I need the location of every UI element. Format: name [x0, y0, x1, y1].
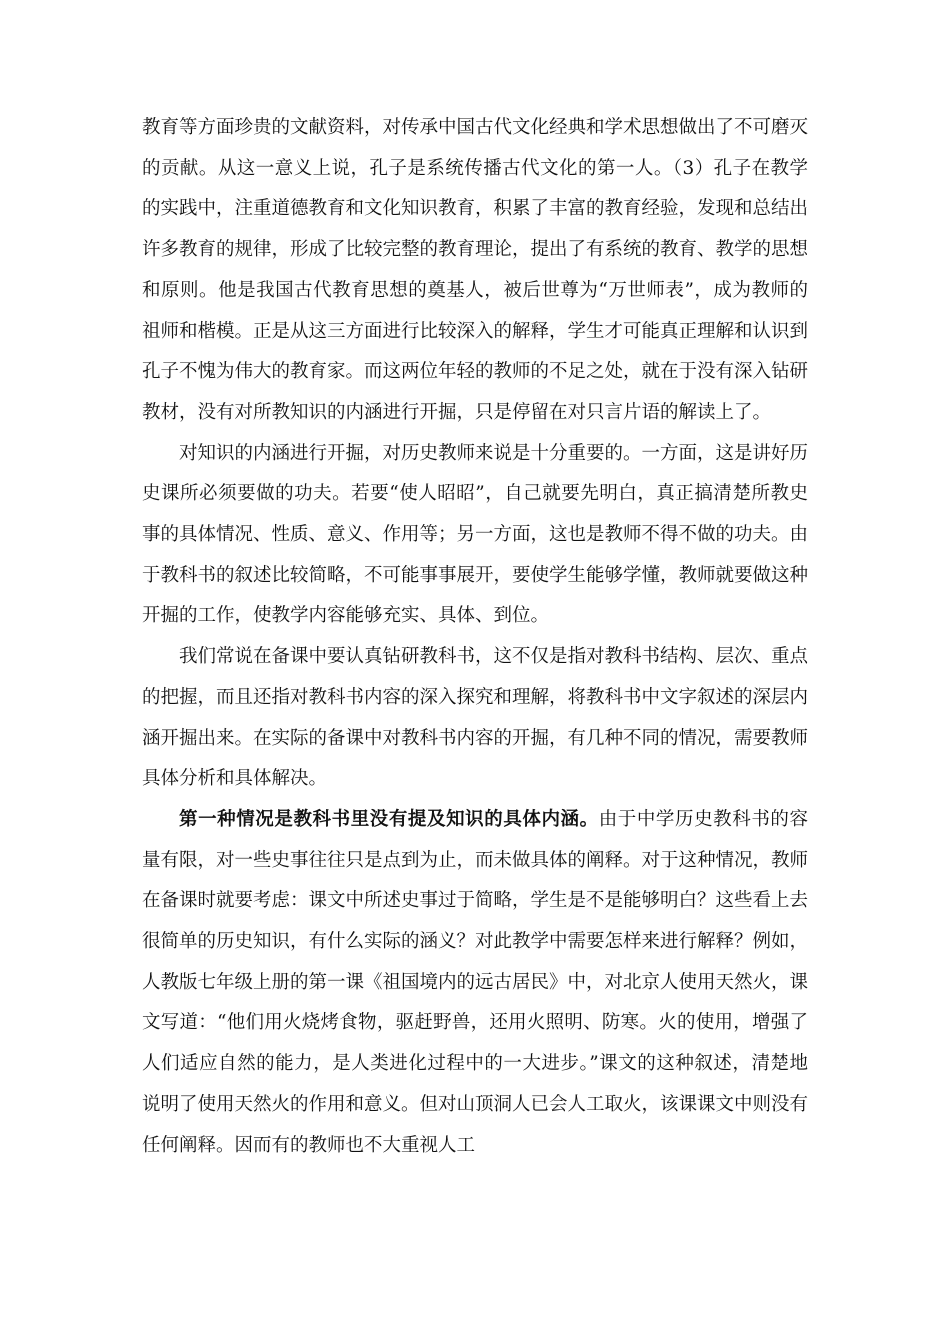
paragraph-importance-of-content: 对知识的内涵进行开掘，对历史教师来说是十分重要的。一方面，这是讲好历史课所必须要做的功夫。若要“使人昭昭”，自己就要先明白，真正搞清楚所教史事的具体情况、性质、意义、作用等；另一方面，这也是教师不得不做的功夫。由于教科书的叙述比较简略，不可能事事展开，要使学生能够学懂，教师就要做这种开掘的工作，使教学内容能够充实、具体、到位。: [142, 442, 809, 627]
paragraph-first-case: [142, 800, 808, 1166]
first-case-heading: 第一种情况是教科书里没有提及知识的具体内涵。: [179, 808, 599, 830]
document-page: [142, 108, 808, 1166]
paragraph-continued: 教育等方面珍贵的文献资料，对传承中国古代文化经典和学术思想做出了不可磨灭的贡献。从这一意义上说，孔子是系统传播古代文化的第一人。（3）孔子在教学的实践中，注重道德教育和文化知识教育，积累了丰富的教育经验，发现和总结出许多教育的规律，形成了比较完整的教育理论，提出了有系统的教育、教学的思想和原则。他是我国古代教育思想的奠基人，被后世尊为“万世师表”，成为教师的祖师和楷模。正是从这三方面进行比较深入的解释，学生才可能真正理解和认识到孔子不愧为伟大的教育家。而这两位年轻的教师的不足之处，就在于没有深入钻研教材，没有对所教知识的内涵进行开掘，只是停留在对只言片语的解读上了。: [142, 117, 809, 423]
paragraph-lesson-preparation: 我们常说在备课中要认真钻研教科书，这不仅是指对教科书结构、层次、重点的把握，而且还指对教科书内容的深入探究和理解，将教科书中文字叙述的深层内涵开掘出来。在实际的备课中对教科书内容的开掘，有几种不同的情况，需要教师具体分析和具体解决。: [142, 646, 809, 790]
first-case-body: 由于中学历史教科书的容量有限，对一些史事往往只是点到为止，而未做具体的阐释。对于这种情况，教师在备课时就要考虑：课文中所述史事过于简略，学生是不是能够明白？这些看上去很简单的历史知识，有什么实际的涵义？对此教学中需要怎样来进行解释？例如，人教版七年级上册的第一课《祖国境内的远古居民》中，对北京人使用天然火，课文写道：“他们用火烧烤食物，驱赶野兽，还用火照明、防寒。火的使用，增强了人们适应自然的能力，是人类进化过程中的一大进步。”课文的这种叙述，清楚地说明了使用天然火的作用和意义。但对山顶洞人已会人工取火，该课课文中则没有任何阐释。因而有的教师也不大重视人工: [142, 808, 809, 1156]
